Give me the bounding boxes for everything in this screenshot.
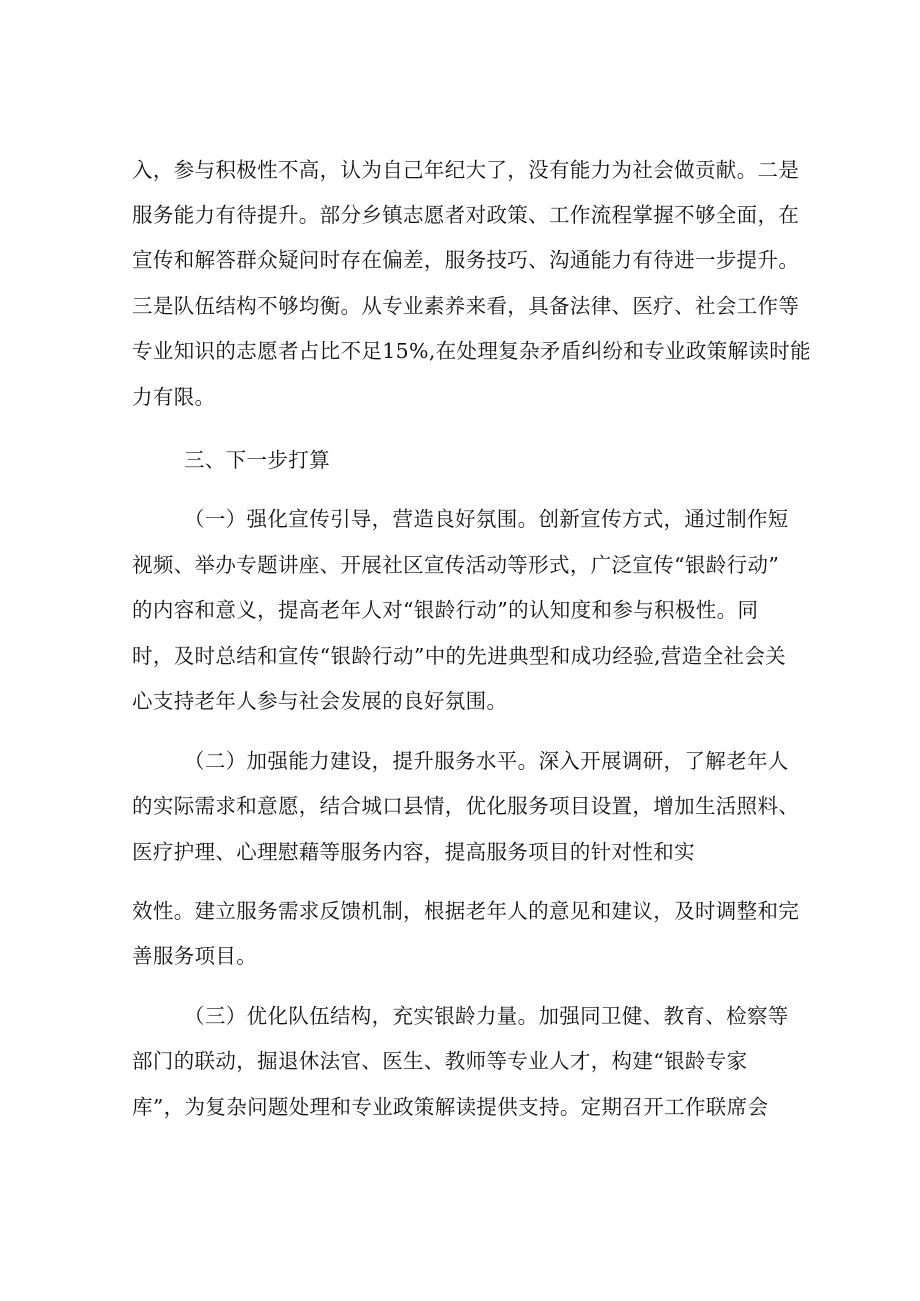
paragraph-first-line: （三）优化队伍结构，充实银龄力量。加强同卫健、教育、检察等 (184, 1004, 789, 1028)
body-line: 时，及时总结和宣传“银龄行动”中的先进典型和成功经验,营造全社会关 (132, 644, 787, 668)
body-line: 视频、举办专题讲座、开展社区宣传活动等形式，广泛宣传“银龄行动” (132, 553, 780, 577)
body-line: 宣传和解答群众疑问时存在偏差，服务技巧、沟通能力有待进一步提升。 (132, 248, 800, 272)
body-line: 库”，为复杂问题处理和专业政策解读提供支持。定期召开工作联席会 (132, 1095, 769, 1119)
paragraph-first-line: （一）强化宣传引导，营造良好氛围。创新宣传方式，通过制作短 (184, 507, 789, 531)
body-line: 入，参与积极性不高，认为自己年纪大了，没有能力为社会做贡献。二是 (132, 158, 800, 182)
section-heading: 三、下一步打算 (184, 448, 330, 472)
paragraph-first-line: （二）加强能力建设，提升服务水平。深入开展调研，了解老年人 (184, 749, 789, 773)
body-line: 三是队伍结构不够均衡。从专业素养来看，具备法律、医疗、社会工作等 (132, 294, 800, 318)
body-line: 部门的联动，掘退休法官、医生、教师等专业人才，构建“银龄专家 (132, 1049, 748, 1073)
body-line: 善服务项目。 (132, 944, 258, 968)
body-line: 医疗护理、心理慰藉等服务内容，提高服务项目的针对性和实 (132, 840, 695, 864)
body-line: 心支持老年人参与社会发展的良好氛围。 (132, 689, 508, 713)
body-line: 的内容和意义，提高老年人对“银龄行动”的认知度和参与积极性。同 (132, 598, 759, 622)
body-line: 效性。建立服务需求反馈机制，根据老年人的意见和建议，及时调整和完 (132, 899, 800, 923)
body-line: 力有限。 (132, 385, 216, 409)
body-line: 服务能力有待提升。部分乡镇志愿者对政策、工作流程掌握不够全面，在 (132, 203, 800, 227)
body-line: 的实际需求和意愿，结合城口县情，优化服务项目设置，增加生活照料、 (132, 794, 800, 818)
body-line: 专业知识的志愿者占比不足15%,在处理复杂矛盾纠纷和专业政策解读时能 (132, 339, 811, 363)
